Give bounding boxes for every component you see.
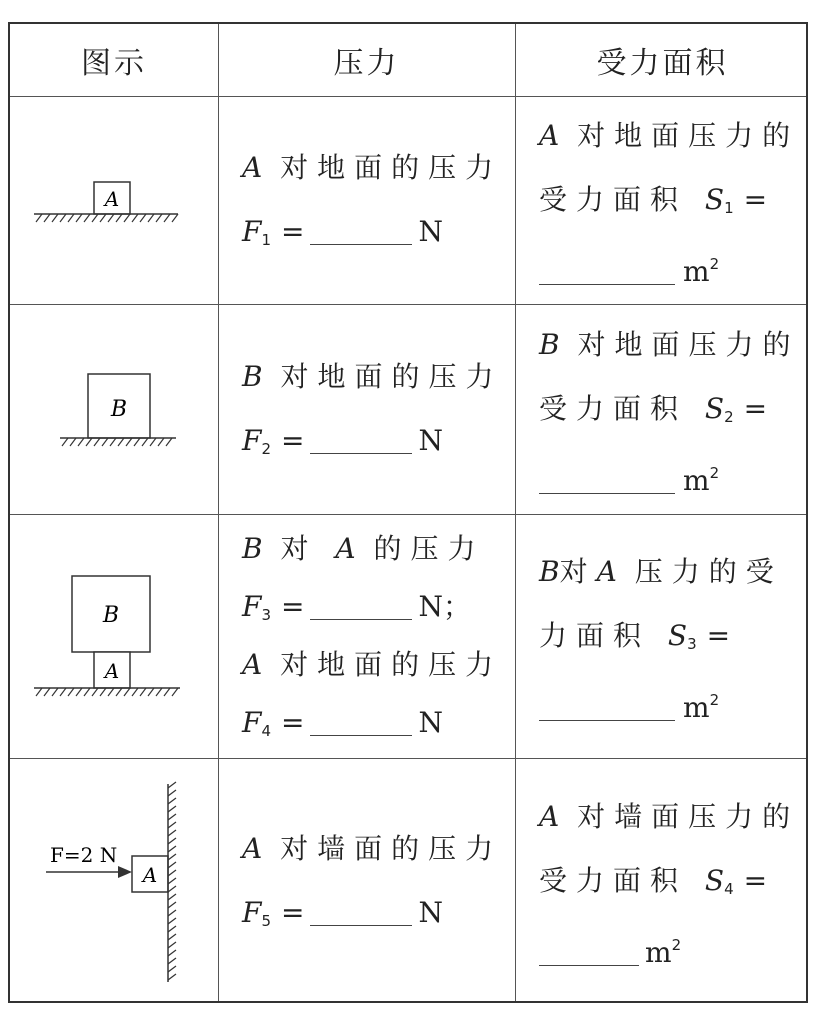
answer-blank-f1[interactable] — [310, 214, 412, 245]
answer-blank-s4[interactable] — [539, 935, 639, 966]
block-label: B — [110, 397, 128, 422]
answer-blank-f4[interactable] — [310, 705, 412, 736]
arrow-head — [118, 866, 132, 878]
ground-hatching — [36, 214, 178, 222]
ground-hatching — [62, 438, 172, 446]
answer-blank-f5[interactable] — [310, 895, 412, 926]
wall-hatching — [168, 782, 176, 980]
block-label: A — [142, 863, 158, 887]
block-label: A — [104, 187, 120, 211]
answer-blank-f3[interactable] — [310, 589, 412, 620]
pressure-cell-1: A 对地面的压力 $F_1 = N$ — [242, 151, 503, 249]
header-area: 受力面积 — [596, 46, 729, 81]
force-label: F=2 N — [50, 843, 118, 867]
area-cell-2: B 对地面压力的 受力面积 $S_2$ = $m^2$ — [539, 328, 800, 497]
figure-block-b-on-ground — [10, 304, 218, 514]
ground-hatching — [36, 688, 178, 696]
figure-b-on-a-on-ground — [10, 514, 218, 758]
answer-blank-s1[interactable] — [539, 254, 675, 285]
figure-block-a-on-wall — [10, 758, 218, 1003]
pressure-cell-3: B 对 A 的压力 $F_3 = N$； A 对地面的压力 $F_4 = N$ — [242, 532, 503, 740]
pressure-cell-2: B 对地面的压力 $F_2 = N$ — [242, 360, 503, 458]
area-cell-3: B对A 压力的受 力面积 $S_3$ = $m^2$ — [539, 555, 783, 724]
block-label: B — [102, 603, 120, 628]
answer-blank-s2[interactable] — [539, 463, 675, 494]
answer-blank-f2[interactable] — [310, 423, 412, 454]
answer-blank-s3[interactable] — [539, 690, 675, 721]
physics-table — [8, 22, 808, 1003]
area-cell-4: A 对墙面压力的 受力面积 $S_4$ = $m^2$ — [539, 799, 800, 969]
area-cell-1: A 对地面压力的 受力面积 $S_1$ = $m^2$ — [539, 119, 800, 288]
pressure-cell-4: A 对墙面的压力 $F_5 = N$ — [242, 831, 503, 930]
header-pressure: 压力 — [333, 46, 400, 81]
header-diagram: 图示 — [81, 46, 147, 81]
block-label: A — [104, 659, 120, 683]
figure-block-a-on-ground — [10, 96, 218, 304]
